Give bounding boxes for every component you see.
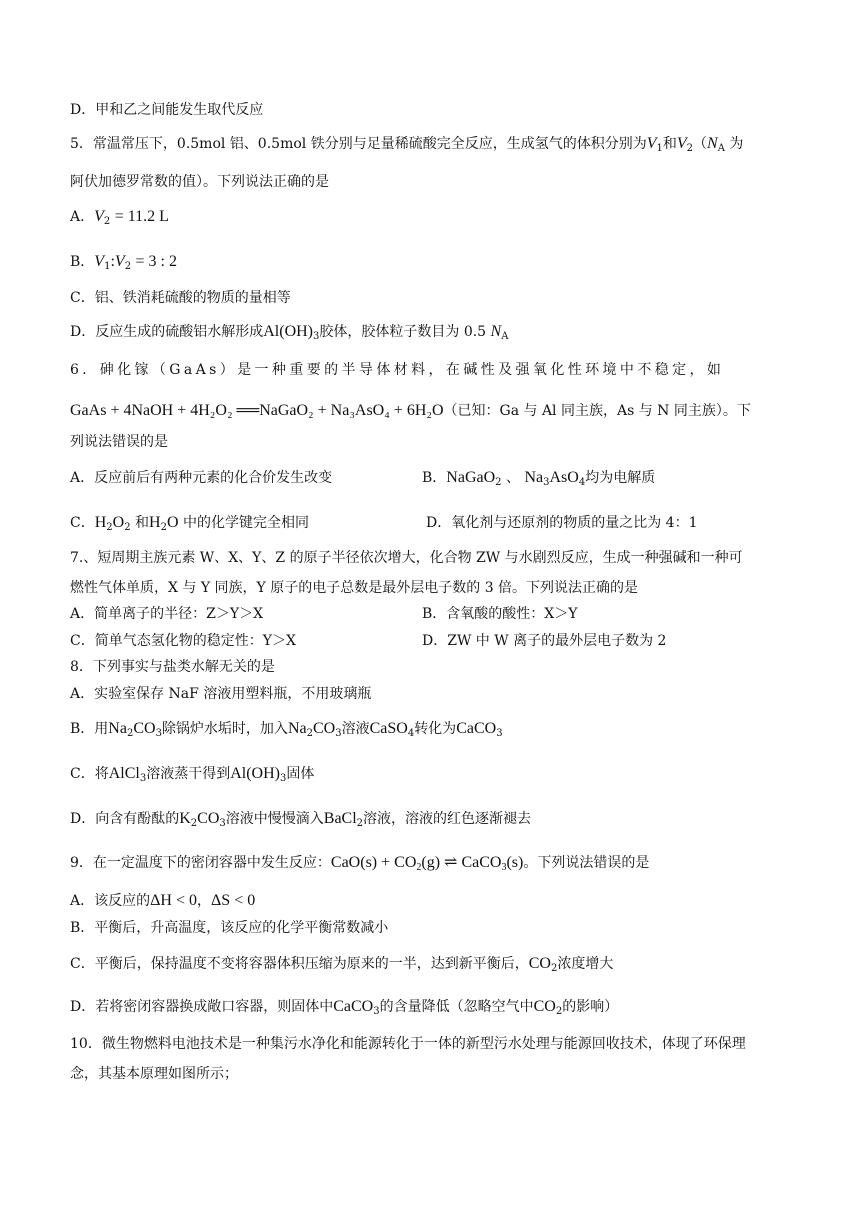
q6-option-b: B．NaGaO$_2$ 、 $Na_3AsO_4$均为电解质 <box>422 469 656 488</box>
q8-stem: 8．下列事实与盐类水解无关的是 <box>70 659 275 675</box>
q9-option-d: D．若将密闭容器换成敞口容器，则固体中CaCO$_3$的含量降低（忽略空气中$CO_2$的影响） <box>70 998 619 1017</box>
q5-option-c: C．铝、铁消耗硫酸的物质的量相等 <box>70 290 291 306</box>
q10-stem-line2: 念，其基本原理如图所示； <box>70 1066 238 1082</box>
q6-equation: GaAs + 4NaOH + 4H₂O₂ ══NaGaO₂ + Na₃AsO₄ + 6H₂O <box>70 402 444 419</box>
q6-stem-line1: 6．砷化镓（GaAs）是一种重要的半导体材料，在碱性及强氧化性环境中不稳定，如 <box>70 362 725 378</box>
q6-option-d: D．氧化剂与还原剂的物质的量之比为 4：1 <box>426 515 698 531</box>
q8-option-c: C．将AlCl$_3$溶液蒸干得到$Al(OH)_3$固体 <box>70 765 315 784</box>
q10-stem-line1: 10．微生物燃料电池技术是一种集污水净化和能源转化于一体的新型污水处理与能源回收技术，体现了环保理 <box>70 1036 746 1052</box>
q6-option-c: C．$H_2O_2$ 和$H_2O$ 中的化学键完全相同 <box>70 514 309 533</box>
q7-option-d: D．ZW 中 W 离子的最外层电子数为 2 <box>422 633 667 649</box>
q8-option-d: D．向含有酚酞的$K_2CO_3$溶液中慢慢滴入BaCl$_2$溶液，溶液的红色逐渐褪去 <box>70 810 532 829</box>
q7-option-a: A．简单离子的半径：Z＞Y＞X <box>70 606 264 622</box>
q7-stem-line2: 燃性气体单质，X 与 Y 同族，Y 原子的电子总数是最外层电子数的 3 倍。下列说法正确的是 <box>70 580 639 596</box>
q5-stem-line2: 阿伏加德罗常数的值）。下列说法正确的是 <box>70 174 329 190</box>
q6-option-a: A．反应前后有两种元素的化合价发生改变 <box>70 470 333 486</box>
q7-option-c: C．简单气态氢化物的稳定性：Y＞X <box>70 633 296 649</box>
q9-option-c: C．平衡后，保持温度不变将容器体积压缩为原来的一半，达到新平衡后，$CO_2$浓度增大 <box>70 955 614 974</box>
q4-option-d: D．甲和乙之间能发生取代反应 <box>70 102 264 118</box>
q5-option-d: D．反应生成的硫酸铝水解形成$Al(OH)_3$胶体，胶体粒子数目为 0.5 $N_A$ <box>70 323 509 342</box>
q9-option-a: A．该反应的ΔH < 0，ΔS < 0 <box>70 892 256 909</box>
q9-stem: 9．在一定温度下的密闭容器中发生反应：$CaO(s) + CO_2(g)$ ⇌ CaCO$_3$(s)。下列说法错误的是 <box>70 854 650 873</box>
q8-option-b: B．用$Na_2CO_3$除锅炉水垢时，加入$Na_2CO_3$溶液CaSO$_4$转化为CaCO$_3$ <box>70 720 503 739</box>
q9-equation: $CaO(s) + CO_2(g)$ ⇌ CaCO$_3$(s) <box>330 854 524 873</box>
q7-option-b: B．含氧酸的酸性：X＞Y <box>422 606 578 622</box>
q6-stem-line2: 列说法错误的是 <box>70 434 168 450</box>
q8-option-a: A．实验室保存 NaF 溶液用塑料瓶，不用玻璃瓶 <box>70 686 372 702</box>
q7-stem-line1: 7.、短周期主族元素 W、X、Y、Z 的原子半径依次增大，化合物 ZW 与水剧烈反应，生成一种强碱和一种可 <box>70 550 743 566</box>
q5-option-b: B．$V_1:V_2 = 3$ : 2 <box>70 253 177 272</box>
q9-option-b: B．平衡后，升高温度，该反应的化学平衡常数减小 <box>70 920 389 936</box>
q6-equation-line: GaAs + 4NaOH + 4H₂O₂ ══NaGaO₂ + Na₃AsO₄ + 6H₂O（已知：Ga 与 Al 同主族，As 与 N 同主族）。下 <box>70 402 751 419</box>
q5-stem-line1: 5．常温常压下，0.5mol 铝、0.5mol 铁分别与足量稀硫酸完全反应，生成氢气的体积分别为$V_1$和$V_2(N_A$ 为 <box>70 135 744 154</box>
q5-option-a: A．$V_2 = 11.2$ L <box>70 208 169 227</box>
